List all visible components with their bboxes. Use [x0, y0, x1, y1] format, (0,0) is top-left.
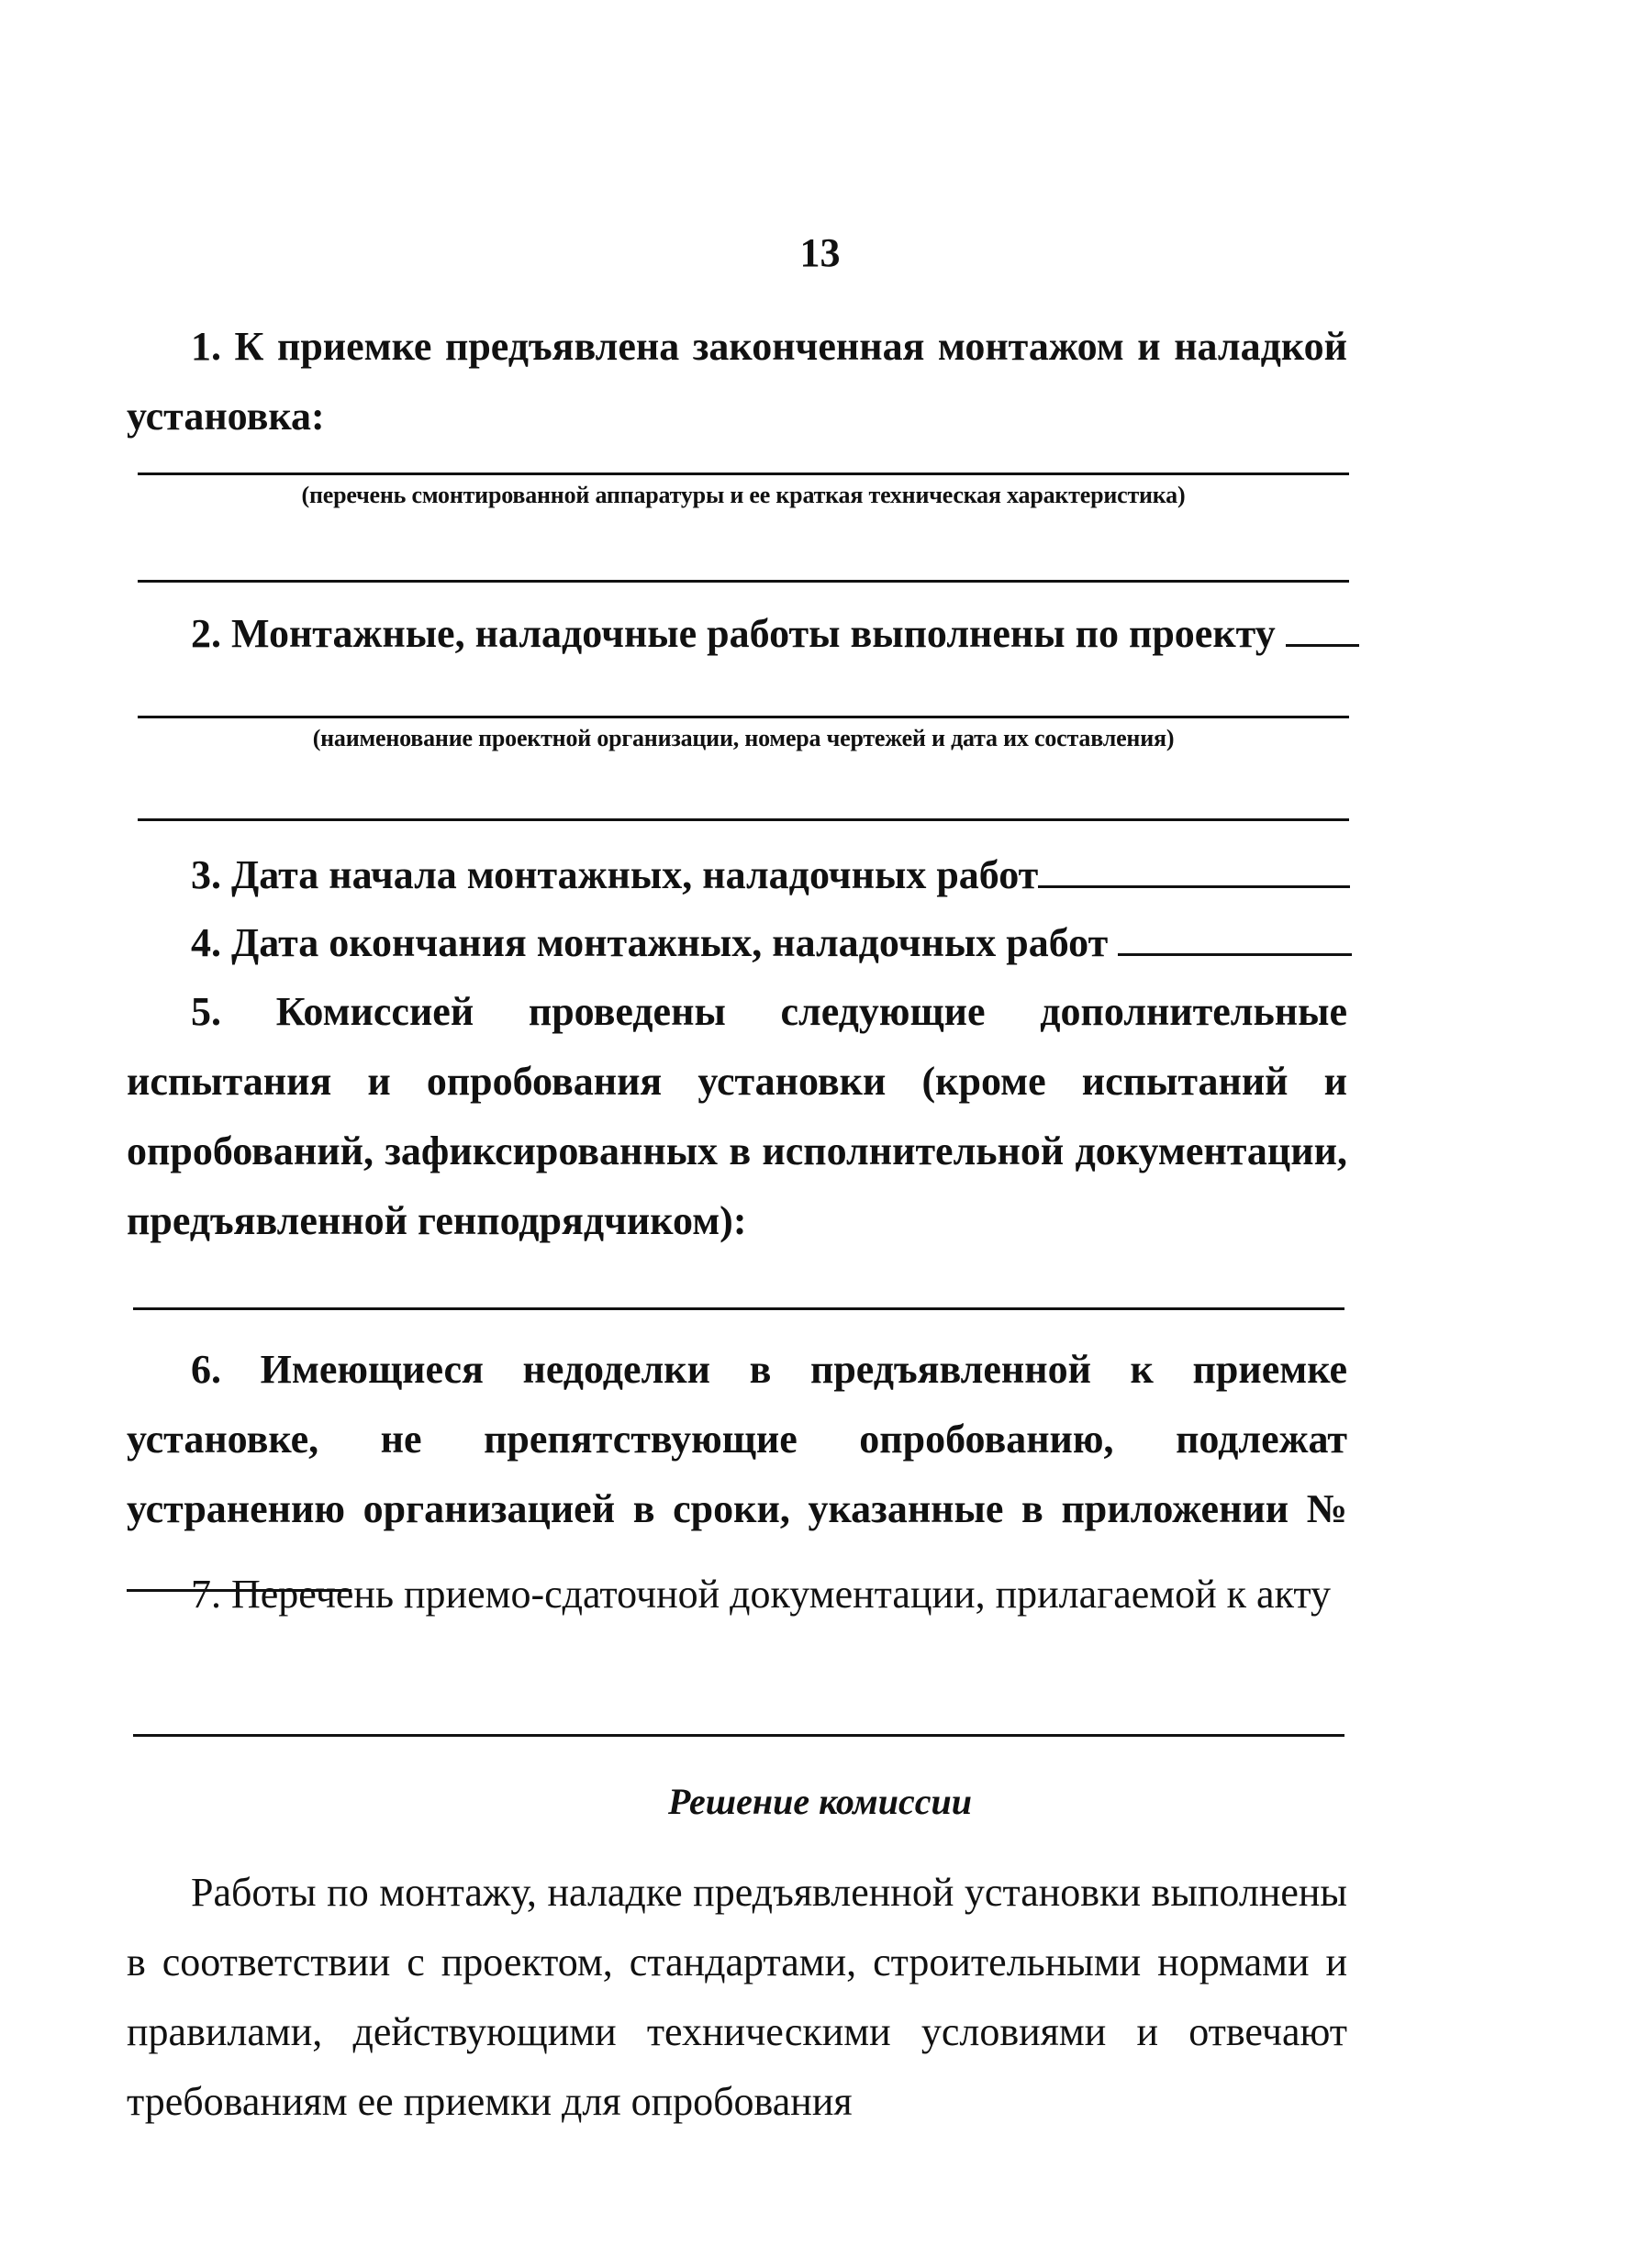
decision-text: Работы по монтажу, наладке предъявленной установки выполнены в соответствии с проектом, стандартами, строительными нормами и правилами, действующими техническими условиями и отвечают требованиям ее приемки для опробования: [127, 1870, 1347, 2124]
item-5-text: 5. Комиссией проведены следующие дополнительные испытания и опробования установки (кроме испытаний и опробований, зафиксированных в исполнительной документации, предъявленной генподрядчиком):: [127, 989, 1347, 1243]
item-4-row: [191, 919, 1411, 966]
item-2-blank-line[interactable]: [138, 716, 1349, 718]
item-2-blank-line-2[interactable]: [138, 818, 1349, 821]
item-3-row: [191, 851, 1411, 898]
item-2-text: 2. Монтажные, наладочные работы выполнены по проекту: [191, 611, 1276, 656]
item-2-caption: (наименование проектной организации, номера чертежей и дата их составления): [312, 725, 1175, 751]
item-7-text: 7. Перечень приемо-сдаточной документации, прилагаемой к акту: [191, 1572, 1332, 1617]
item-2-row: [191, 610, 1411, 657]
item-4-text: 4. Дата окончания монтажных, наладочных работ: [191, 920, 1109, 965]
item-1-caption: (перечень смонтированной аппаратуры и ее краткая техническая характеристика): [301, 482, 1186, 508]
item-1-blank-line-2[interactable]: [138, 580, 1349, 583]
item-6-text: 6. Имеющиеся недоделки в предъявленной к приемке установке, не препятствующие опробованию, подлежат устранению организацией в сроки, указанные в приложении №: [127, 1347, 1347, 1531]
page-number: 13: [799, 230, 841, 275]
item-3-text: 3. Дата начала монтажных, наладочных работ: [191, 852, 1039, 897]
item-1-blank-line[interactable]: [138, 472, 1349, 475]
item-3-date-field[interactable]: [1038, 854, 1350, 888]
decision-heading: Решение комиссии: [668, 1781, 972, 1822]
item-7-blank-line[interactable]: [133, 1734, 1344, 1737]
item-5-blank-line[interactable]: [133, 1307, 1344, 1310]
item-1-text: 1. К приемке предъявлена законченная монтажом и наладкой установка:: [127, 324, 1347, 439]
item-4-date-field[interactable]: [1118, 922, 1352, 956]
item-2-project-field[interactable]: [1286, 613, 1359, 647]
